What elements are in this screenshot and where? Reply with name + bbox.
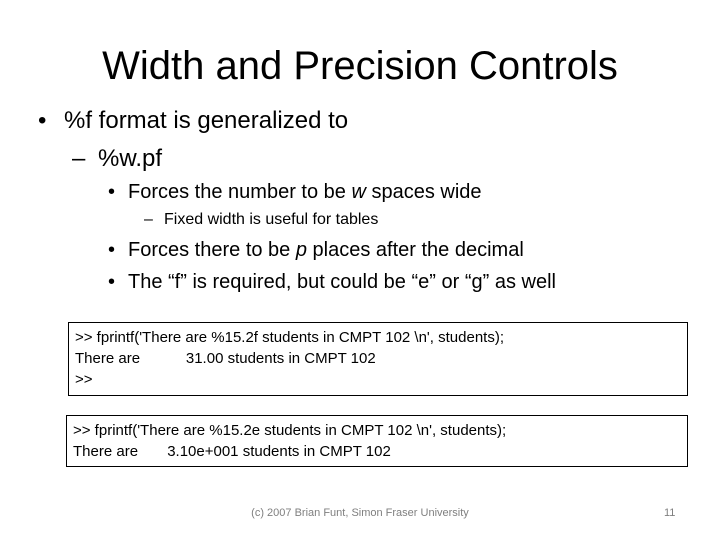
bullet-text-pre: Forces the number to be bbox=[128, 181, 352, 203]
subbullet-text: Fixed width is useful for tables bbox=[164, 211, 379, 228]
code-line: There are 3.10e+001 students in CMPT 102 bbox=[73, 443, 391, 460]
bullet-marker: • bbox=[108, 239, 116, 261]
code-line: >> fprintf('There are %15.2e students in CMPT 102 \n', students); bbox=[73, 422, 507, 439]
bullet-text-pre: Forces there to be bbox=[128, 239, 296, 261]
subbullet-text: %w.pf bbox=[98, 145, 163, 172]
code-box-fixed bbox=[68, 322, 688, 396]
dash-marker: – bbox=[144, 211, 153, 228]
dash-marker: – bbox=[72, 145, 86, 172]
footer-copyright: (c) 2007 Brian Funt, Simon Fraser University bbox=[251, 507, 469, 519]
code-line: >> fprintf('There are %15.2f students in CMPT 102 \n', students); bbox=[75, 329, 505, 346]
bullet-text: The “f” is required, but could be “e” or “g” as well bbox=[128, 271, 556, 293]
bullet-marker: • bbox=[38, 107, 47, 134]
bullet-text-emphasis: p bbox=[295, 239, 307, 261]
bullet-text-post: spaces wide bbox=[365, 181, 482, 203]
bullet-text-post: places after the decimal bbox=[307, 239, 524, 261]
bullet-text-emphasis: w bbox=[351, 181, 366, 203]
bullet-precision bbox=[108, 237, 524, 263]
slide-title: Width and Precision Controls bbox=[102, 44, 618, 88]
subbullet-fixed-width bbox=[144, 210, 378, 230]
code-line: There are 31.00 students in CMPT 102 bbox=[75, 350, 376, 367]
bullet-f-required bbox=[108, 269, 556, 295]
bullet-marker: • bbox=[108, 181, 116, 203]
code-box-exponent bbox=[66, 415, 688, 467]
bullet-width bbox=[108, 179, 482, 205]
subbullet-format-spec bbox=[72, 144, 162, 174]
page-number: 11 bbox=[664, 507, 676, 519]
bullet-marker: • bbox=[108, 271, 116, 293]
bullet-text: %f format is generalized to bbox=[64, 107, 349, 134]
code-line: >> bbox=[75, 371, 93, 388]
bullet-format-generalized bbox=[38, 106, 348, 136]
